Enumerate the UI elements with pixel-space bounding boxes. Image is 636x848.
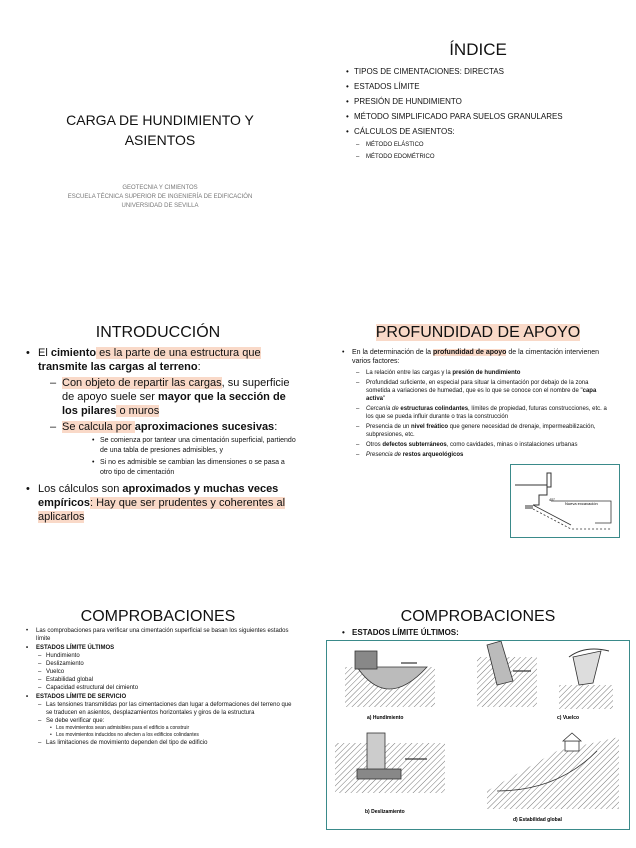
slide6-title: COMPROBACIONES xyxy=(400,608,556,625)
intro-subbullet: – Con objeto de repartir las cargas, su superficie de apoyo suele ser mayor que la sección de los pilares o muros xyxy=(38,376,296,418)
depth-factor: – La relación entre las cargas y la presión de hundimiento xyxy=(342,369,612,377)
overturning-tower-diagram xyxy=(557,649,613,721)
checks-body xyxy=(26,626,296,747)
checks-intro: • Las comprobaciones para verificar una cimentación superficial se basan los siguientes estados límite xyxy=(26,627,296,643)
fig-label: Nueva excavación xyxy=(565,501,598,506)
slide2-title: ÍNDICE xyxy=(449,40,507,59)
index-item: • TIPOS DE CIMENTACIONES: DIRECTAS xyxy=(346,64,616,79)
slide6-subtitle: • ESTADOS LÍMITE ÚLTIMOS: xyxy=(342,628,622,637)
index-item: • MÉTODO SIMPLIFICADO PARA SUELOS GRANULARES xyxy=(346,109,616,124)
slide1-title: CARGA DE HUNDIMIENTO Y ASIENTOS xyxy=(66,112,254,148)
intro-body xyxy=(26,346,296,528)
depth-factor: – Presencia de un nivel freático que genere necesidad de drenaje, impermeabilización, subpresiones, etc. xyxy=(342,423,612,439)
index-subitem: – MÉTODO EDOMÉTRICO xyxy=(346,151,616,163)
depth-factor: – Cercanía de estructuras colindantes, límites de propiedad, futuras construcciones, etc. a los que se pueda influir durante o tras la construcción xyxy=(342,405,612,421)
subtitle-line: GEOTECNIA Y CIMIENTOS xyxy=(122,185,198,191)
caption-deslizamiento: b) Deslizamiento xyxy=(365,809,405,815)
index-subitem: – MÉTODO ELÁSTICO xyxy=(346,139,616,151)
index-item: • PRESIÓN DE HUNDIMIENTO xyxy=(346,94,616,109)
excavation-diagram xyxy=(510,464,620,538)
subtitle-line: ESCUELA TÉCNICA SUPERIOR DE INGENIERÍA DE EDIFICACIÓN xyxy=(67,194,253,200)
index-item: • ESTADOS LÍMITE xyxy=(346,79,616,94)
elu-item: – Hundimiento xyxy=(26,652,296,660)
caption-vuelco: c) Vuelco xyxy=(557,715,580,721)
sliding-diagram xyxy=(335,733,445,815)
slide4-title: PROFUNDIDAD DE APOYO xyxy=(375,324,581,341)
caption-hundimiento: a) Hundimiento xyxy=(367,715,404,721)
global-stability-diagram xyxy=(487,733,619,823)
caption-estabilidad: d) Estabilidad global xyxy=(513,817,562,823)
els-title: • ESTADOS LÍMITE DE SERVICIO xyxy=(26,693,296,701)
bearing-failure-diagram xyxy=(345,651,435,721)
elu-item: – Capacidad estructural del cimiento xyxy=(26,684,296,692)
depth-body xyxy=(342,348,612,461)
els-item: – Las tensiones transmitidas por las cimentaciones dan lugar a deformaciones del terreno que se traducen en asientos, desplazamientos horizontales y giros de la estructura xyxy=(26,701,296,717)
elu-title: • ESTADOS LÍMITE ÚLTIMOS xyxy=(26,644,296,652)
els-detail: • Los movimientos sean admisibles para el edificio a construir xyxy=(26,725,296,732)
slide5-title: COMPROBACIONES xyxy=(80,608,236,625)
index-item: • CÁLCULOS DE ASIENTOS: xyxy=(346,124,616,139)
intro-detail: • Si no es admisible se cambian las dimensiones o se pasa a otro tipo de cimentación xyxy=(62,458,296,478)
depth-factor: – Otros defectos subterráneos, como cavidades, minas o instalaciones urbanas xyxy=(342,441,612,449)
els-detail: • Los movimientos inducidos no afecten a los edificios colindantes xyxy=(26,732,296,739)
elu-item: – Estabilidad global xyxy=(26,676,296,684)
slide1-subtitle xyxy=(40,184,280,211)
intro-detail: • Se comienza por tantear una cimentación superficial, partiendo de una tabla de presiones admisibles, y xyxy=(62,436,296,456)
subtitle-line: UNIVERSIDAD DE SEVILLA xyxy=(121,203,199,209)
overturning-wall-diagram xyxy=(477,641,537,707)
intro-bullet: • El cimiento es la parte de una estructura que transmite las cargas al terreno: – Con objeto de repartir las cargas, su superficie de apoyo suele ser mayor que la sección de los pilares o muros – Se calcula por aproximaciones sucesivas: • Se comienza por tantear una cimentación superficial, partiendo de una tabla de presiones admisibles, y • Si no es admisible se cambian las dimensiones o se pasa a otro tipo de cimentación xyxy=(26,346,296,478)
els-item: – Se debe verificar que: xyxy=(26,717,296,725)
failure-modes-figure xyxy=(326,640,630,830)
index-list xyxy=(346,64,616,163)
intro-subbullet: – Se calcula por aproximaciones sucesivas: • Se comienza por tantear una cimentación superficial, partiendo de una tabla de presiones admisibles, y • Si no es admisible se cambian las dimensiones o se pasa a otro tipo de cimentación xyxy=(38,420,296,478)
depth-factor: – Profundidad suficiente, en especial para situar la cimentación por debajo de la zona sometida a variaciones de humedad, que es lo que se conoce con el nombre de "capa activa" xyxy=(342,379,612,403)
els-item: – Las limitaciones de movimiento dependen del tipo de edificio xyxy=(26,739,296,747)
slide3-title: INTRODUCCIÓN xyxy=(95,324,221,341)
elu-item: – Vuelco xyxy=(26,668,296,676)
intro-bullet: • Los cálculos son aproximados y muchas veces empíricos: Hay que ser prudentes y coherentes al aplicarlos xyxy=(26,482,296,524)
elu-item: – Deslizamiento xyxy=(26,660,296,668)
depth-factor: – Presencia de restos arqueológicos xyxy=(342,451,612,459)
depth-intro: • En la determinación de la profundidad de apoyo de la cimentación intervienen varios factores: xyxy=(342,348,612,366)
fig-angle: 45° xyxy=(549,497,556,502)
